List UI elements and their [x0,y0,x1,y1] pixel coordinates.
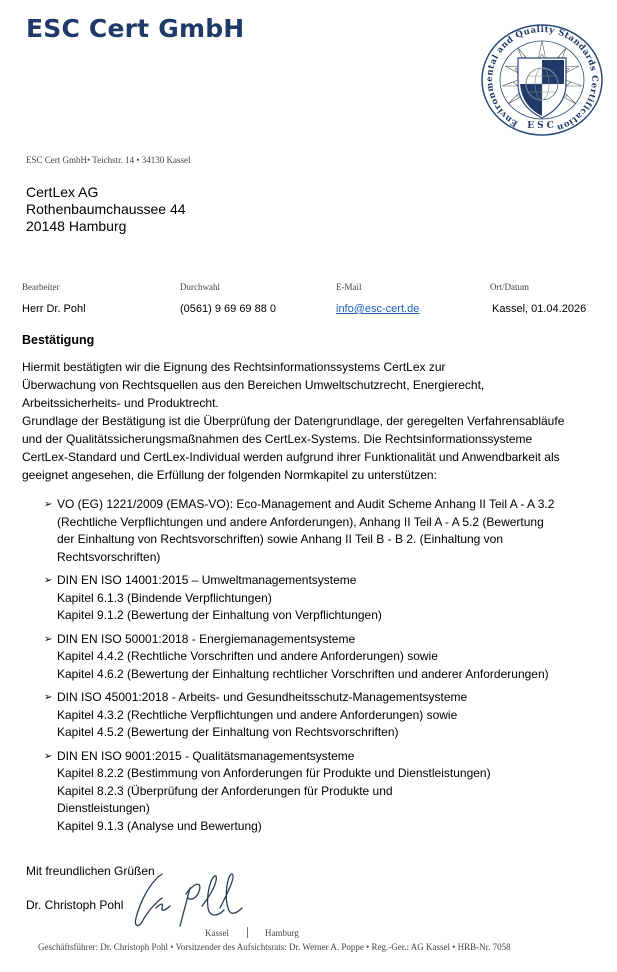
signer-name: Dr. Christoph Pohl [26,898,124,912]
closing-greeting: Mit freundlichen Grüßen [26,864,155,878]
sender-address-line: ESC Cert GmbH• Teichstr. 14 • 34130 Kassel [26,155,191,165]
email-label: E-Mail [336,282,362,292]
standard-line: Kapitel 9.1.2 (Bewertung der Einhaltung von Verpflichtungen) [57,608,382,622]
place-date-label: Ort/Datum [490,282,529,292]
standard-item-iso14001 [44,572,604,625]
standard-line: Kapitel 6.1.3 (Bindende Verpflichtungen) [57,590,272,605]
standard-line: DIN EN ISO 14001:2015 – Umweltmanagementsysteme [57,573,357,587]
email-link[interactable]: info@esc-cert.de [336,303,420,315]
editor-value: Herr Dr. Pohl [22,303,86,315]
arrow-bullet-icon: ➢ [44,750,53,762]
standard-line: (Rechtliche Verpflichtungen und andere Anforderungen), Anhang II Teil A - A 5.2 (Bewertung [57,514,544,529]
svg-text:Environmental and Quality Stan: Environmental and Quality Standards Certification [484,24,600,133]
standard-item-emas [44,496,604,566]
standard-line: Kapitel 8.2.2 (Bestimmung von Anforderungen für Produkte und Dienstleistungen) [57,766,491,780]
standard-line: Rechtsvorschriften) [57,549,161,564]
body-line: Hiermit bestätigten wir die Eignung des Rechtsinformationssystems CertLex zur [22,360,446,374]
office-locations [205,927,299,938]
letter-body [22,358,602,484]
recipient-street: Rothenbaumchaussee 44 [26,201,186,217]
standard-line: Kapitel 9.1.3 (Analyse und Bewertung) [57,818,262,833]
arrow-bullet-icon: ➢ [44,575,53,586]
standard-line: Kapitel 4.4.2 (Rechtliche Vorschriften und andere Anforderungen) sowie [57,649,438,663]
location-hamburg: Hamburg [265,928,299,938]
standard-line: DIN EN ISO 50001:2018 - Energiemanagementsysteme [57,631,356,646]
svg-text:ESC: ESC [527,121,557,131]
recipient-address [26,184,186,235]
body-line: CertLex-Standard und CertLex-Individual werden aufgrund ihrer Funktionalität und Anwendbarkeit als [22,450,560,464]
arrow-bullet-icon: ➢ [44,499,53,510]
standard-line: Dienstleistungen) [57,801,150,815]
standard-line: Kapitel 4.5.2 (Bewertung der Einhaltung von Rechtsvorschriften) [57,725,399,739]
body-paragraph-1 [22,358,602,412]
esc-certification-seal-icon [478,22,606,138]
handwritten-signature-icon [132,868,247,930]
arrow-bullet-icon: ➢ [44,692,53,703]
editor-label: Bearbeiter [22,282,60,292]
body-paragraph-2 [22,412,602,484]
standard-line: DIN ISO 45001:2018 - Arbeits- und Gesundheitsschutz-Managementsysteme [57,690,468,704]
subject-heading: Bestätigung [22,333,95,347]
standard-item-iso9001 [44,748,604,836]
location-kassel: Kassel [205,928,229,938]
standard-line: der Einhaltung von Rechtsvorschriften) sowie Anhang II Teil B - B 2. (Einhaltung von [57,532,504,546]
standard-item-iso45001 [44,689,604,742]
body-line: Überwachung von Rechtsquellen aus den Bereichen Umweltschutzrecht, Energierecht, [22,378,485,392]
body-line: geeignet angesehen, die Erfüllung der folgenden Normkapitel zu unterstützen: [22,468,437,482]
standard-line: Kapitel 4.6.2 (Bewertung der Einhaltung rechtlicher Vorschriften und anderer Anforderungen) [57,666,549,681]
body-line: Grundlage der Bestätigung ist die Überprüfung der Datengrundlage, der geregelten Verfahrensabläufe [22,414,565,428]
recipient-name: CertLex AG [26,184,99,200]
standard-line: DIN EN ISO 9001:2015 - Qualitätsmanagementsysteme [57,748,355,763]
recipient-city: 20148 Hamburg [26,218,127,234]
standard-item-iso50001 [44,631,604,684]
arrow-bullet-icon: ➢ [44,633,53,645]
company-footer: Geschäftsführer: Dr. Christoph Pohl • Vorsitzender des Aufsichtsrats: Dr. Werner A. Poppe • Reg.-Ger.: AG Kassel • HRB-Nr. 7058 [38,942,511,952]
body-line: Arbeitssicherheits- und Produktrecht. [22,396,219,410]
place-date-value: Kassel, 01.04.2026 [492,303,587,315]
company-name: ESC Cert GmbH [26,14,245,43]
phone-value: (0561) 9 69 69 88 0 [180,303,277,315]
phone-label: Durchwahl [180,282,220,292]
standard-line: Kapitel 4.3.2 (Rechtliche Verpflichtungen und andere Anforderungen) sowie [57,707,458,722]
location-divider [247,927,248,938]
body-line: und der Qualitätssicherungsmaßnahmen des CertLex-Systems. Die Rechtsinformationssysteme [22,432,533,446]
standards-list [44,496,604,841]
standard-line: VO (EG) 1221/2009 (EMAS-VO): Eco-Management and Audit Scheme Anhang II Teil A - A 3.2 [57,497,555,511]
standard-line: Kapitel 8.2.3 (Überprüfung der Anforderungen für Produkte und [57,783,393,798]
